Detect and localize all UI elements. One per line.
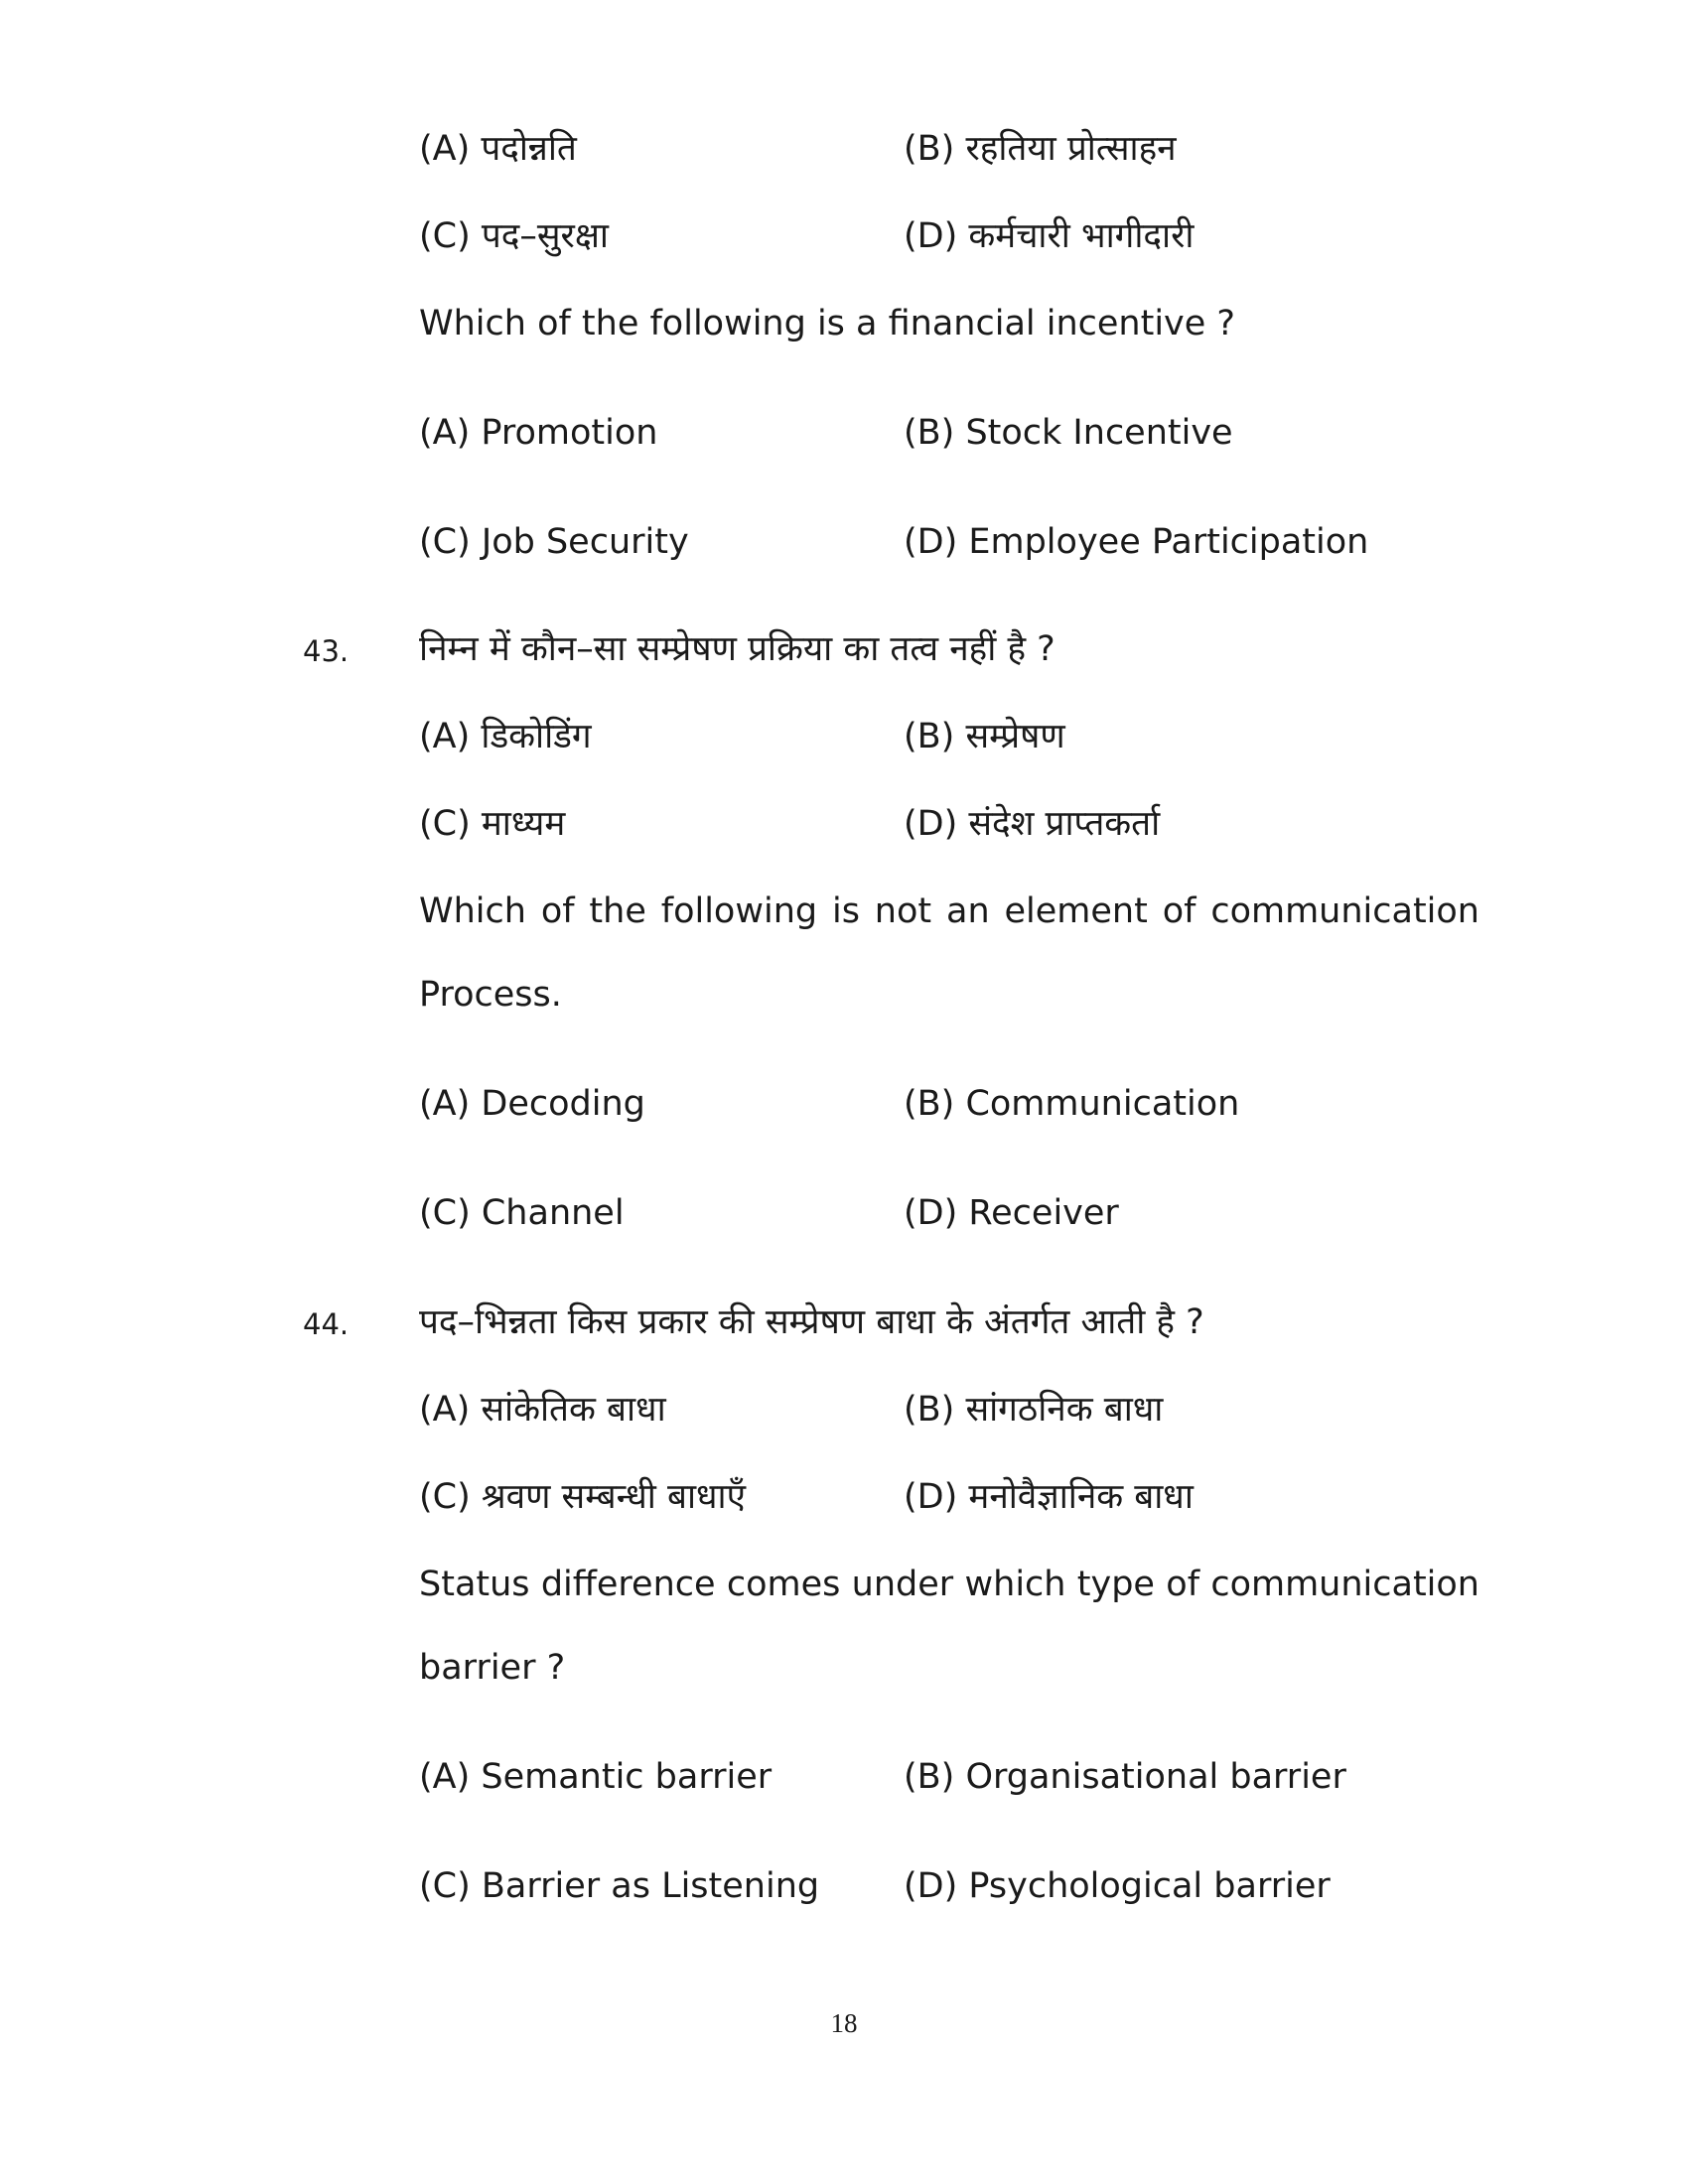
q44-hindi-option-d: (D) मनोवैज्ञानिक बाधा [904,1477,1194,1517]
q42-english-option-b: (B) Stock Incentive [904,413,1233,453]
q42-hindi-option-c: (C) पद–सुरक्षा [419,216,609,256]
q43-hindi-option-c: (C) माध्यम [419,804,566,844]
q44-hindi-question: पद–भिन्नता किस प्रकार की सम्प्रेषण बाधा के अंतर्गत आती है ? [419,1302,1204,1342]
q43-english-option-a: (A) Decoding [419,1084,645,1124]
q44-english-option-b: (B) Organisational barrier [904,1757,1346,1797]
q43-hindi-question: निम्न में कौन–सा सम्प्रेषण प्रक्रिया का तत्व नहीं है ? [419,629,1055,669]
q42-english-option-d: (D) Employee Participation [904,522,1369,562]
q44-hindi-option-b: (B) सांगठनिक बाधा [904,1390,1164,1430]
q44-number: 44. [303,1307,350,1341]
q43-english-option-c: (C) Channel [419,1193,625,1233]
q44-english-option-d: (D) Psychological barrier [904,1866,1331,1906]
q43-hindi-option-b: (B) सम्प्रेषण [904,717,1065,756]
q44-english-option-a: (A) Semantic barrier [419,1757,773,1797]
q44-english-option-c: (C) Barrier as Listening [419,1866,820,1906]
q44-english-question-line1: Status difference comes under which type of communication [419,1565,1479,1604]
q42-english-question: Which of the following is a financial incentive ? [419,304,1236,343]
q43-english-option-d: (D) Receiver [904,1193,1119,1233]
q43-number: 43. [303,634,350,668]
q42-hindi-option-b: (B) रहतिया प्रोत्साहन [904,129,1177,169]
q44-english-question-line2: barrier ? [419,1648,566,1688]
q42-hindi-option-a: (A) पदोन्नति [419,129,577,169]
q43-english-question-line2: Process. [419,975,562,1015]
q42-english-option-c: (C) Job Security [419,522,689,562]
q44-hindi-option-c: (C) श्रवण सम्बन्धी बाधाएँ [419,1477,746,1517]
q43-english-option-b: (B) Communication [904,1084,1240,1124]
q43-english-question-line1: Which of the following is not an element of communication [419,891,1479,931]
page-number: 18 [830,2008,858,2038]
q43-hindi-option-d: (D) संदेश प्राप्तकर्ता [904,804,1161,844]
q42-hindi-option-d: (D) कर्मचारी भागीदारी [904,216,1195,256]
q43-hindi-option-a: (A) डिकोडिंग [419,717,592,756]
q44-hindi-option-a: (A) सांकेतिक बाधा [419,1390,666,1430]
q42-english-option-a: (A) Promotion [419,413,658,453]
